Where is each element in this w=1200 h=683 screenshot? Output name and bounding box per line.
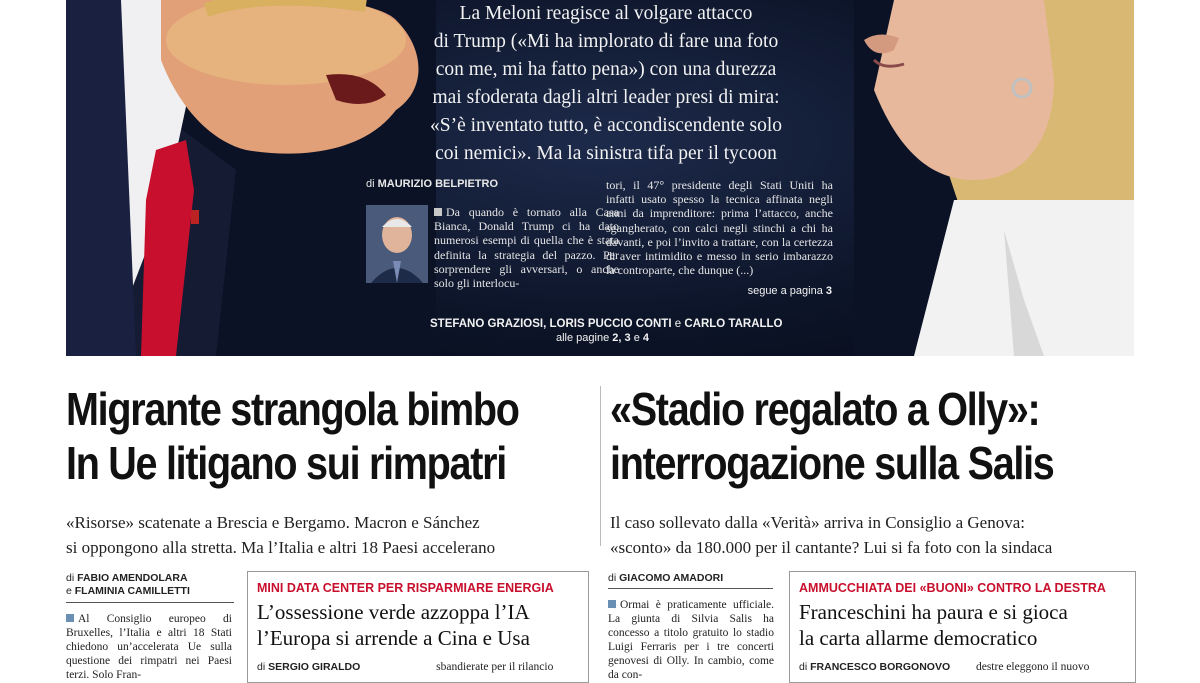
byline-rule [608,588,773,589]
author-name[interactable]: MAURIZIO BELPIETRO [377,178,499,190]
hero-line: con me, mi ha fatto pena») con una durezza [435,59,777,80]
hero-line: coi nemici». Ma la sinistra tifa per il tycoon [435,143,777,164]
meloni-photo [854,0,1134,356]
hero-line: di Trump («Mi ha implorato di fare una foto [433,31,779,52]
hero-line: mai sfoderata dagli altri leader presi di mira: [432,87,780,108]
author-portrait [366,205,428,283]
box-left-article[interactable] [247,571,589,683]
right-story-body: Ormai è praticamente ufficiale. La giunta di Silvia Salis ha concesso a titolo gratuito lo stadio Luigi Ferraris per i tre concerti genovesi di Olly. In cambio, come da con- [608,599,774,681]
box-byline: di FRANCESCO BORGONOVO destre eleggono il nuovo [799,661,1090,673]
box-title: L’ossessione verde azzoppa l’IA l’Europa si arrende a Cina e Usa [257,600,530,650]
right-story-byline: di GIACOMO AMADORI [608,572,724,584]
right-deck: Il caso sollevato dalla «Verità» arriva in Consiglio a Genova: «sconto» da 180.000 per il cantante? Lui si fa foto con la sindaca [610,513,1053,557]
editorial-byline: di MAURIZIO BELPIETRO [366,178,499,190]
left-story-byline: di FABIO AMENDOLARA e FLAMINIA CAMILLETTI [66,572,190,597]
related-authors: STEFANO GRAZIOSI, LORIS PUCCIO CONTI e CARLO TARALLO [430,318,783,330]
hero-photo-panel [66,0,1134,356]
paragraph-marker-icon [66,614,74,622]
right-headline[interactable]: «Stadio regalato a Olly»: interrogazione sulla Salis [610,383,1054,489]
byline-rule [66,602,234,603]
left-story-body: Al Consiglio europeo di Bruxelles, l’Italia e altri 18 Stati chiedono un’accelerata Ue sulla questione dei rimpatri nei Paesi terzi. Solo Fran- [66,613,232,681]
left-deck: «Risorse» scatenate a Brescia e Bergamo. Macron e Sánchez si oppongono alla stretta. Ma l’Italia e altri 18 Paesi accelerano [66,513,496,557]
continued-note[interactable]: segue a pagina 3 [747,285,832,297]
hero-line: «S’è inventato tutto, è accondiscendente solo [430,115,782,136]
paragraph-marker-icon [434,208,442,216]
related-pages[interactable]: alle pagine 2, 3 e 4 [556,332,650,344]
paragraph-marker-icon [608,600,616,608]
box-title: Franceschini ha paura e si gioca la carta allarme democratico [799,600,1068,650]
left-headline[interactable]: Migrante strangola bimbo In Ue litigano sui rimpatri [66,383,519,489]
editorial-column-1: Da quando è tornato alla Casa Bianca, Donald Trump ci ha dato numerosi esempi di quella che è stata definita la strategia del pazzo. Per sorprendere gli avversari, o anche solo gli interlocu- [434,205,619,291]
editorial-column-2: tori, il 47° presidente degli Stati Uniti ha infatti usato spesso la tecnica affinata negli anni da imprenditore: prima l’attacco, anche sgangherato, con calci negli stinchi a chi ha davanti, e poi l’invito a trattare, con la certezza di aver intimidito e messo in serio imbarazzo la controparte, che dunque (...) [606,178,833,278]
box-right-article[interactable] [789,571,1136,683]
hero-lead-text [396,0,816,168]
box-byline: di SERGIO GIRALDO sbandierate per il rilancio [257,661,554,673]
hero-line: La Meloni reagisce al volgare attacco [459,3,753,24]
box-kicker: MINI DATA CENTER PER RISPARMIARE ENERGIA [257,581,554,595]
column-divider [600,386,601,546]
box-kicker: AMMUCCHIATA DEI «BUONI» CONTRO LA DESTRA [799,581,1106,595]
